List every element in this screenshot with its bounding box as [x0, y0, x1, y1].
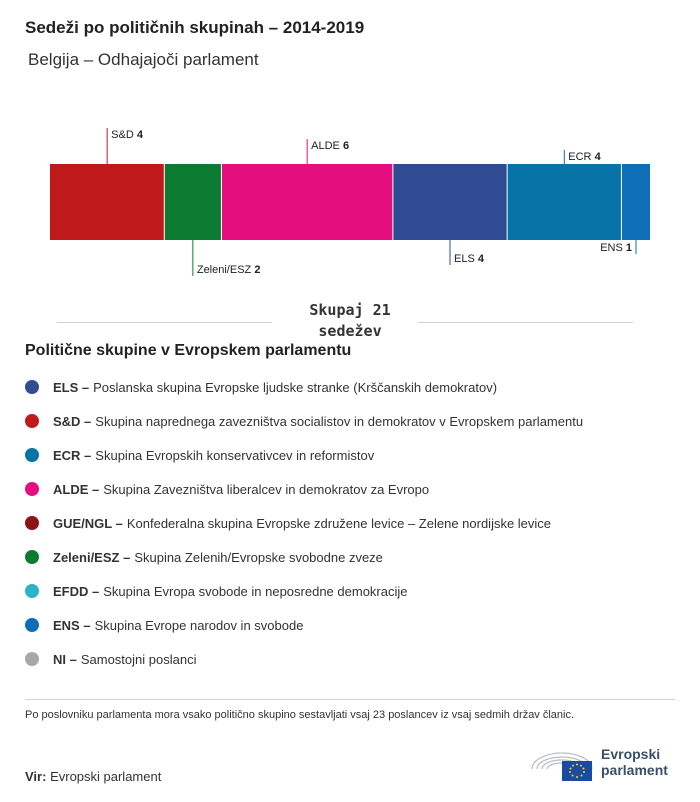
source-label: Vir: [25, 769, 47, 784]
legend-dot-icon [25, 482, 39, 496]
bar-segment [621, 164, 650, 240]
legend-dot-icon [25, 380, 39, 394]
bar-segment [50, 164, 164, 240]
legend-abbr: ALDE – [53, 481, 100, 497]
legend-item [25, 608, 583, 642]
legend-abbr: Zeleni/ESZ – [53, 549, 131, 565]
ep-logo [528, 743, 678, 783]
bar-label-value: 4 [477, 253, 484, 265]
bar-segment [507, 164, 621, 240]
legend-abbr: GUE/NGL – [53, 515, 123, 531]
legend-item [25, 370, 583, 404]
logo-text [601, 746, 668, 778]
bar-label-value: 2 [254, 264, 261, 276]
legend-text: Skupina Zelenih/Evropske svobodne zveze [134, 549, 383, 565]
legend-item [25, 506, 583, 540]
legend-text: Skupina naprednega zavezništva socialistov in demokratov v Evropskem parlamentu [95, 413, 584, 429]
bar-label-value: 1 [625, 242, 632, 254]
bar-label-group: ALDE [311, 140, 343, 152]
legend-dot-icon [25, 550, 39, 564]
bar-segment [164, 164, 221, 240]
legend-text: Skupina Evropa svobode in neposredne demokracije [103, 583, 408, 599]
legend-item [25, 404, 583, 438]
total-seats [0, 300, 700, 342]
bar-label [600, 242, 632, 254]
legend-dot-icon [25, 516, 39, 530]
legend-text: Skupina Evrope narodov in svobode [94, 617, 304, 633]
bar-label-group: ENS [600, 242, 626, 254]
legend-list [25, 370, 583, 676]
legend-item [25, 642, 583, 676]
legend-abbr: ECR – [53, 447, 92, 463]
legend-abbr: ELS – [53, 379, 90, 395]
legend-abbr: NI – [53, 651, 77, 667]
chart-subtitle: Belgija – Odhajajoči parlament [28, 50, 259, 69]
chart-title: Sedeži po političnih skupinah – 2014-2019 [25, 18, 365, 37]
legend-title: Politične skupine v Evropskem parlamentu [25, 342, 352, 359]
footnote: Po poslovniku parlamenta mora vsako politično skupino sestavljati vsaj 23 poslancev iz vsaj sedmih držav članic. [25, 709, 575, 721]
bar-label [311, 140, 349, 152]
legend-text: Skupina Zavezništva liberalcev in demokratov za Evropo [103, 481, 430, 497]
legend-dot-icon [25, 618, 39, 632]
source-line [25, 769, 161, 784]
legend-text: Poslanska skupina Evropske ljudske stranke (Krščanskih demokratov) [93, 379, 498, 395]
bar-label [568, 151, 601, 163]
bar-label-value: 6 [342, 140, 350, 152]
legend-dot-icon [25, 414, 39, 428]
legend-dot-icon [25, 584, 39, 598]
legend-abbr: S&D – [53, 413, 92, 429]
parliament-hemicycle-icon [528, 743, 598, 783]
bar-label-group: Zeleni/ESZ [196, 264, 255, 276]
bar-label [197, 264, 261, 276]
legend-item [25, 472, 583, 506]
legend-item [25, 574, 583, 608]
legend-item [25, 540, 583, 574]
legend-dot-icon [25, 448, 39, 462]
legend-abbr: ENS – [53, 617, 91, 633]
footer-divider [25, 699, 675, 700]
seat-bar-chart [0, 0, 700, 300]
logo-line2: parlament [601, 762, 668, 778]
legend-abbr: EFDD – [53, 583, 100, 599]
bar-label-group: S&D [111, 129, 137, 141]
source-text: Evropski parlament [50, 769, 162, 784]
bar-label-group: ELS [454, 253, 478, 265]
bar-label [454, 253, 485, 265]
bar-label-value: 4 [136, 129, 143, 141]
legend-dot-icon [25, 652, 39, 666]
bar-segment [393, 164, 507, 240]
bar-label [111, 129, 144, 141]
legend-text: Konfederalna skupina Evropske združene levice – Zelene nordijske levice [126, 515, 552, 531]
legend-item [25, 438, 583, 472]
legend-text: Skupina Evropskih konservativcev in reformistov [95, 447, 375, 463]
bar-label-group: ECR [568, 151, 595, 163]
legend-text: Samostojni poslanci [80, 651, 197, 667]
total-seats-line2: sedežev [318, 322, 382, 340]
bar-segment [221, 164, 392, 240]
logo-line1: Evropski [601, 746, 661, 762]
bar-label-value: 4 [594, 151, 601, 163]
total-seats-line1: Skupaj 21 [309, 301, 391, 319]
